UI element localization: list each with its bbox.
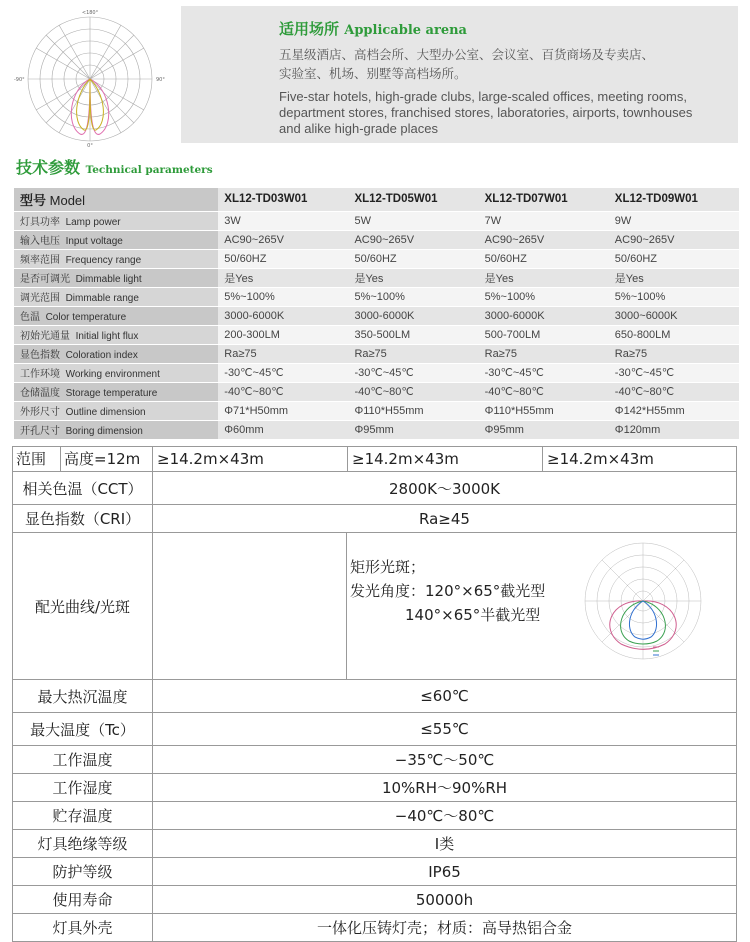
param-value: 5%~100% — [218, 287, 348, 306]
model-cell: XL12-TD09W01 — [609, 188, 739, 211]
param-value: 3000~6000K — [609, 306, 739, 325]
param-label-cn: 初始光通量 — [20, 331, 70, 342]
dist-line: 矩形光斑； — [350, 558, 426, 576]
spec-table — [12, 446, 737, 942]
polar-diagram-spec — [581, 539, 706, 669]
param-label-cn: 工作环境 — [20, 369, 60, 380]
param-value: Ra≥75 — [609, 344, 739, 363]
spec-value: IP65 — [153, 858, 737, 886]
param-label-cn: 色温 — [20, 312, 40, 323]
param-value: 5%~100% — [609, 287, 739, 306]
param-value: AC90~265V — [609, 230, 739, 249]
param-label-cn: 输入电压 — [20, 236, 60, 247]
params-row — [14, 325, 739, 344]
params-row — [14, 268, 739, 287]
spec-value: 10%RH～90%RH — [153, 774, 737, 802]
arena-desc-en-line: Five-star hotels, high-grade clubs, large-scaled offices, meeting rooms, — [279, 89, 688, 104]
param-value: 是Yes — [479, 268, 609, 287]
spec-label: 最大温度（Tc） — [13, 713, 153, 746]
param-value: 是Yes — [218, 268, 348, 287]
arena-title — [279, 18, 726, 39]
params-row — [14, 401, 739, 420]
applicable-arena-panel — [181, 6, 738, 143]
param-label — [14, 344, 218, 363]
polar-top-label: <180° — [81, 10, 99, 16]
param-value: -40℃~80℃ — [479, 382, 609, 401]
range-height: 高度=12m — [64, 450, 141, 468]
param-value: Φ110*H55mm — [348, 401, 478, 420]
spec-row — [13, 472, 737, 505]
arena-desc-en-line: and alike high-grade places — [279, 121, 438, 136]
dist-line: 140°×65°半截光型 — [405, 606, 541, 624]
param-label-en: Lamp power — [65, 217, 121, 228]
param-value: Ra≥75 — [479, 344, 609, 363]
spec-row — [13, 914, 737, 942]
params-row — [14, 306, 739, 325]
param-value: AC90~265V — [479, 230, 609, 249]
param-value: Φ142*H55mm — [609, 401, 739, 420]
spec-row — [13, 505, 737, 533]
spec-row — [13, 680, 737, 713]
params-row — [14, 344, 739, 363]
param-label — [14, 211, 218, 230]
dist-desc — [347, 533, 736, 679]
spec-value: Ra≥45 — [153, 505, 737, 533]
param-value: Ra≥75 — [348, 344, 478, 363]
spec-value: 50000h — [153, 886, 737, 914]
param-value: Φ60mm — [218, 420, 348, 439]
spec-value: I类 — [153, 830, 737, 858]
param-value: AC90~265V — [348, 230, 478, 249]
spec-dist-row — [13, 533, 737, 680]
param-value: 5%~100% — [479, 287, 609, 306]
param-value: 50/60HZ — [609, 249, 739, 268]
param-label-en: Dimmable range — [65, 293, 139, 304]
param-label-en: Storage temperature — [65, 388, 158, 399]
param-label-en: Color temperature — [45, 312, 127, 323]
model-cell: XL12-TD07W01 — [479, 188, 609, 211]
spec-value: −35℃～50℃ — [153, 746, 737, 774]
arena-desc-cn — [279, 45, 726, 83]
dist-line: 发光角度：120°×65°截光型 — [350, 582, 546, 600]
param-label — [14, 249, 218, 268]
tech-title-en: Technical parameters — [85, 164, 213, 176]
param-label-cn: 灯具功率 — [20, 217, 60, 228]
params-table — [14, 188, 739, 440]
param-value: 50/60HZ — [218, 249, 348, 268]
spec-label: 工作温度 — [13, 746, 153, 774]
dist-blank — [153, 533, 347, 679]
param-label-en: Dimmable light — [75, 274, 142, 285]
param-value: 3000-6000K — [218, 306, 348, 325]
param-label-cn: 调光范围 — [20, 293, 60, 304]
params-row — [14, 382, 739, 401]
spec-value: 一体化压铸灯壳；材质：高导热铝合金 — [153, 914, 737, 942]
spec-row — [13, 886, 737, 914]
param-label — [14, 382, 218, 401]
model-en: Model — [49, 192, 86, 208]
model-cell: XL12-TD05W01 — [348, 188, 478, 211]
spec-row — [13, 802, 737, 830]
spec-value: ≤55℃ — [153, 713, 737, 746]
polar-bottom-label: 0° — [87, 143, 93, 149]
arena-desc-en-line: department stores, franchised stores, laboratories, airports, townhouses — [279, 105, 693, 120]
spec-row — [13, 713, 737, 746]
param-label-en: Working environment — [65, 369, 160, 380]
param-value: -30℃~45℃ — [479, 363, 609, 382]
dist-cell — [153, 533, 737, 680]
model-cell: XL12-TD03W01 — [218, 188, 348, 211]
param-label — [14, 420, 218, 439]
spec-value: 2800K～3000K — [153, 472, 737, 505]
param-value: 50/60HZ — [348, 249, 478, 268]
polar-right-label: 90° — [156, 77, 165, 83]
param-label — [14, 268, 218, 287]
param-value: 350-500LM — [348, 325, 478, 344]
param-label-en: Input voltage — [65, 236, 123, 247]
param-value: Φ71*H50mm — [218, 401, 348, 420]
params-row — [14, 249, 739, 268]
param-value: -30℃~45℃ — [348, 363, 478, 382]
params-header-label — [14, 188, 218, 211]
param-value: 500-700LM — [479, 325, 609, 344]
polar-diagram-top — [10, 4, 175, 149]
param-value: 650-800LM — [609, 325, 739, 344]
param-value: Φ120mm — [609, 420, 739, 439]
param-value: 是Yes — [348, 268, 478, 287]
param-value: 3W — [218, 211, 348, 230]
spec-row — [13, 830, 737, 858]
param-label-cn: 显色指数 — [20, 350, 60, 361]
param-label-en: Initial light flux — [75, 331, 139, 342]
param-value: Ra≥75 — [218, 344, 348, 363]
spec-row — [13, 858, 737, 886]
top-section — [0, 0, 750, 150]
polar-left-label: -90° — [14, 77, 25, 83]
params-row — [14, 230, 739, 249]
param-value: -40℃~80℃ — [348, 382, 478, 401]
params-row — [14, 420, 739, 439]
params-row — [14, 211, 739, 230]
param-value: 5%~100% — [348, 287, 478, 306]
range-key-cell — [13, 447, 153, 472]
model-cn: 型号 — [20, 192, 47, 208]
param-label — [14, 363, 218, 382]
param-value: Φ95mm — [479, 420, 609, 439]
arena-desc-en — [279, 89, 726, 137]
param-value: 是Yes — [609, 268, 739, 287]
param-value: 3000-6000K — [348, 306, 478, 325]
spec-label: 贮存温度 — [13, 802, 153, 830]
param-label-en: Frequency range — [65, 255, 142, 266]
spec-label: 灯具外壳 — [13, 914, 153, 942]
range-value: ≥14.2m×43m — [348, 447, 543, 472]
param-label-en: Coloration index — [65, 350, 138, 361]
params-row — [14, 287, 739, 306]
param-label-cn: 是否可调光 — [20, 274, 70, 285]
param-value: -30℃~45℃ — [218, 363, 348, 382]
spec-label: 最大热沉温度 — [13, 680, 153, 713]
param-value: -30℃~45℃ — [609, 363, 739, 382]
param-label-cn: 频率范围 — [20, 255, 60, 266]
spec-value: ≤60℃ — [153, 680, 737, 713]
param-value: Φ110*H55mm — [479, 401, 609, 420]
param-label — [14, 401, 218, 420]
spec-label: 工作湿度 — [13, 774, 153, 802]
spec-label: 防护等级 — [13, 858, 153, 886]
spec-row — [13, 746, 737, 774]
param-label — [14, 230, 218, 249]
range-value: ≥14.2m×43m — [543, 447, 737, 472]
arena-desc-cn-line: 实验室、机场、别墅等高档场所。 — [279, 66, 467, 81]
param-value: 200-300LM — [218, 325, 348, 344]
param-value: 7W — [479, 211, 609, 230]
param-label-en: Outline dimension — [65, 407, 146, 418]
spec-range-row — [13, 447, 737, 472]
arena-title-cn: 适用场所 — [279, 20, 340, 38]
param-label — [14, 306, 218, 325]
arena-title-en: Applicable arena — [344, 23, 467, 38]
range-value: ≥14.2m×43m — [153, 447, 348, 472]
params-row — [14, 363, 739, 382]
tech-title-cn: 技术参数 — [16, 158, 81, 177]
param-value: 50/60HZ — [479, 249, 609, 268]
param-value: 9W — [609, 211, 739, 230]
param-value: AC90~265V — [218, 230, 348, 249]
param-label-cn: 外形尺寸 — [20, 407, 60, 418]
params-header-row — [14, 188, 739, 211]
tech-params-title — [16, 155, 213, 178]
param-value: Φ95mm — [348, 420, 478, 439]
spec-label: 使用寿命 — [13, 886, 153, 914]
spec-label: 灯具绝缘等级 — [13, 830, 153, 858]
arena-desc-cn-line: 五星级酒店、高档会所、大型办公室、会议室、百货商场及专卖店、 — [279, 47, 655, 62]
param-label — [14, 287, 218, 306]
param-value: -40℃~80℃ — [609, 382, 739, 401]
param-label-cn: 仓储温度 — [20, 388, 60, 399]
param-value: 3000-6000K — [479, 306, 609, 325]
param-value: -40℃~80℃ — [218, 382, 348, 401]
param-label-en: Boring dimension — [65, 426, 143, 437]
spec-label: 显色指数（CRI） — [13, 505, 153, 533]
param-label — [14, 325, 218, 344]
spec-row — [13, 774, 737, 802]
spec-label: 配光曲线/光斑 — [13, 533, 153, 680]
spec-label: 相关色温（CCT） — [13, 472, 153, 505]
spec-value: −40℃～80℃ — [153, 802, 737, 830]
param-label-cn: 开孔尺寸 — [20, 426, 60, 437]
range-label: 范围 — [13, 447, 61, 471]
param-value: 5W — [348, 211, 478, 230]
